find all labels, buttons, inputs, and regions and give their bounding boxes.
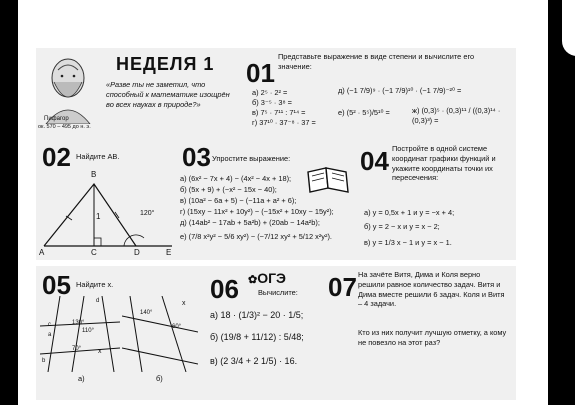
task-05-panel [36,266,204,400]
angle-x-label-a: x [98,348,102,355]
pythagoras-portrait [40,52,96,124]
figure-b-caption: б) [156,374,163,383]
portrait-caption-name: Пифагор [44,116,69,122]
task-01-item-e: е) (5² · 5⁵)/5¹⁰ = [338,108,390,117]
oge-logo-icon: ✿ [248,274,258,286]
angle-60-label: 60° [172,324,182,330]
angle-120-label: 120° [140,210,155,217]
task-05-number: 05 [42,270,71,300]
task-01-item-v: в) 7⁵ · 7¹¹ : 7¹⁴ = [252,108,306,117]
task-04-item-b: б) y = 2 − x и y = x − 2; [364,222,440,231]
triangle-figure [36,168,176,258]
vertex-a-label: А [39,248,45,257]
angle-70-label: 70° [72,346,82,352]
week-title: НЕДЕЛЯ 1 [116,54,215,74]
task-06-item-a: а) 18 · (1/3)² − 20 · 1/5; [210,310,304,320]
line-c-label: c [48,322,51,328]
task-04-panel [352,136,516,260]
task-04-item-a: а) y = 0,5x + 1 и y = −x + 4; [364,208,455,217]
week-header-panel [36,48,242,136]
angle-130-label: 130° [72,320,85,326]
task-01-item-zh: ж) (0,3)⁵ · (0,3)¹¹ / ((0,3)¹⁴ · (0,3)³) = [412,106,501,125]
task-03-item-e: е) (7/8 x²y² − 5/6 xy²) − (−7/12 xy² + 5/12 x²y²). [180,232,332,241]
line-a-label: a [48,332,52,338]
task-03-panel [176,136,352,260]
angle-x-label-b: x [182,300,186,307]
task-04-text: Постройте в одной системе координат графики функций и укажите координаты точки их пересечения: [392,144,496,183]
task-03-number: 03 [182,142,211,172]
parallel-lines-figure-b [122,296,198,372]
task-01-panel [242,48,516,136]
task-06-item-v: в) (2 3/4 + 2 1/5) · 16. [210,356,298,366]
task-01-item-a: а) 2⁵ · 2² = [252,88,288,97]
oge-logo [248,270,286,286]
task-04-number: 04 [360,146,389,176]
task-07-number: 07 [328,272,357,302]
task-03-item-v: в) (10a² − 6a + 5) − (−11a + a² + 6); [180,196,297,205]
task-05-text: Найдите x. [76,280,114,289]
task-07-panel [322,266,516,400]
figure-a-caption: а) [78,374,85,383]
task-03-item-b: б) (5x + 9) + (−x² − 15x − 40); [180,185,277,194]
oge-logo-text: ОГЭ [257,270,287,286]
task-03-item-g: г) (15xy − 11x² + 10y²) − (−15x² + 10xy − 15y²); [180,207,334,216]
task-06-item-b: б) (19/8 + 11/12) : 5/48; [210,332,304,342]
task-06-panel [204,266,322,400]
task-07-question: Кто из них получит лучшую отметку, а кому не повезло на этот раз? [358,328,507,347]
book-icon [306,166,350,194]
vertex-e-label: E [166,248,172,257]
task-04-item-v: в) y = 1/3 x − 1 и y = x − 1. [364,238,452,247]
vertex-b-label: В [91,170,97,179]
task-02-panel [36,136,176,260]
task-02-text: Найдите АВ. [76,152,120,161]
parallel-lines-figure-a [40,296,120,372]
task-03-item-a: а) (6x² − 7x + 4) − (4x² − 4x + 18); [180,174,292,183]
task-01-text: Представьте выражение в виде степени и вычислите его значение: [278,52,475,71]
task-06-number: 06 [210,274,239,304]
vertex-d-label: D [134,248,140,257]
page-edge [548,0,575,405]
angle-110-label: 110° [82,328,94,334]
corner-shape [562,0,575,56]
task-03-text: Упростите выражение: [212,154,291,163]
line-d-label: d [96,298,100,304]
week-quote: «Разве ты не заметил, что способный к математике изощрён во всех науках в природе?» [106,80,230,109]
vertex-c-label: С [91,248,97,257]
task-02-number: 02 [42,142,71,172]
task-01-item-g: г) 37¹⁰ · 37⁻⁸ · 37 = [252,118,316,127]
task-06-text: Вычислите: [258,288,298,297]
line-b-label: b [42,358,46,364]
portrait-caption-dates: ок. 570 – 495 до н. э. [38,124,91,130]
task-01-item-b: б) 3⁻⁵ · 3⁸ = [252,98,292,107]
task-07-text: На зачёте Витя, Дима и Коля верно решили равное количество задач. Витя и Дима вместе решили 6 задач. Коля и Витя – 4 задачи. [358,270,505,309]
task-01-item-d: д) (−1 7/9)⁹ · (−1 7/9)¹⁰ · (−1 7/9)⁻²⁰ = [338,86,462,95]
task-03-item-d: д) (14ab² − 17ab + 5a²b) + (20ab − 14a²b); [180,218,320,227]
task-01-number: 01 [246,58,275,88]
height-label: 1 [96,212,101,221]
angle-140-label: 140° [140,310,153,316]
